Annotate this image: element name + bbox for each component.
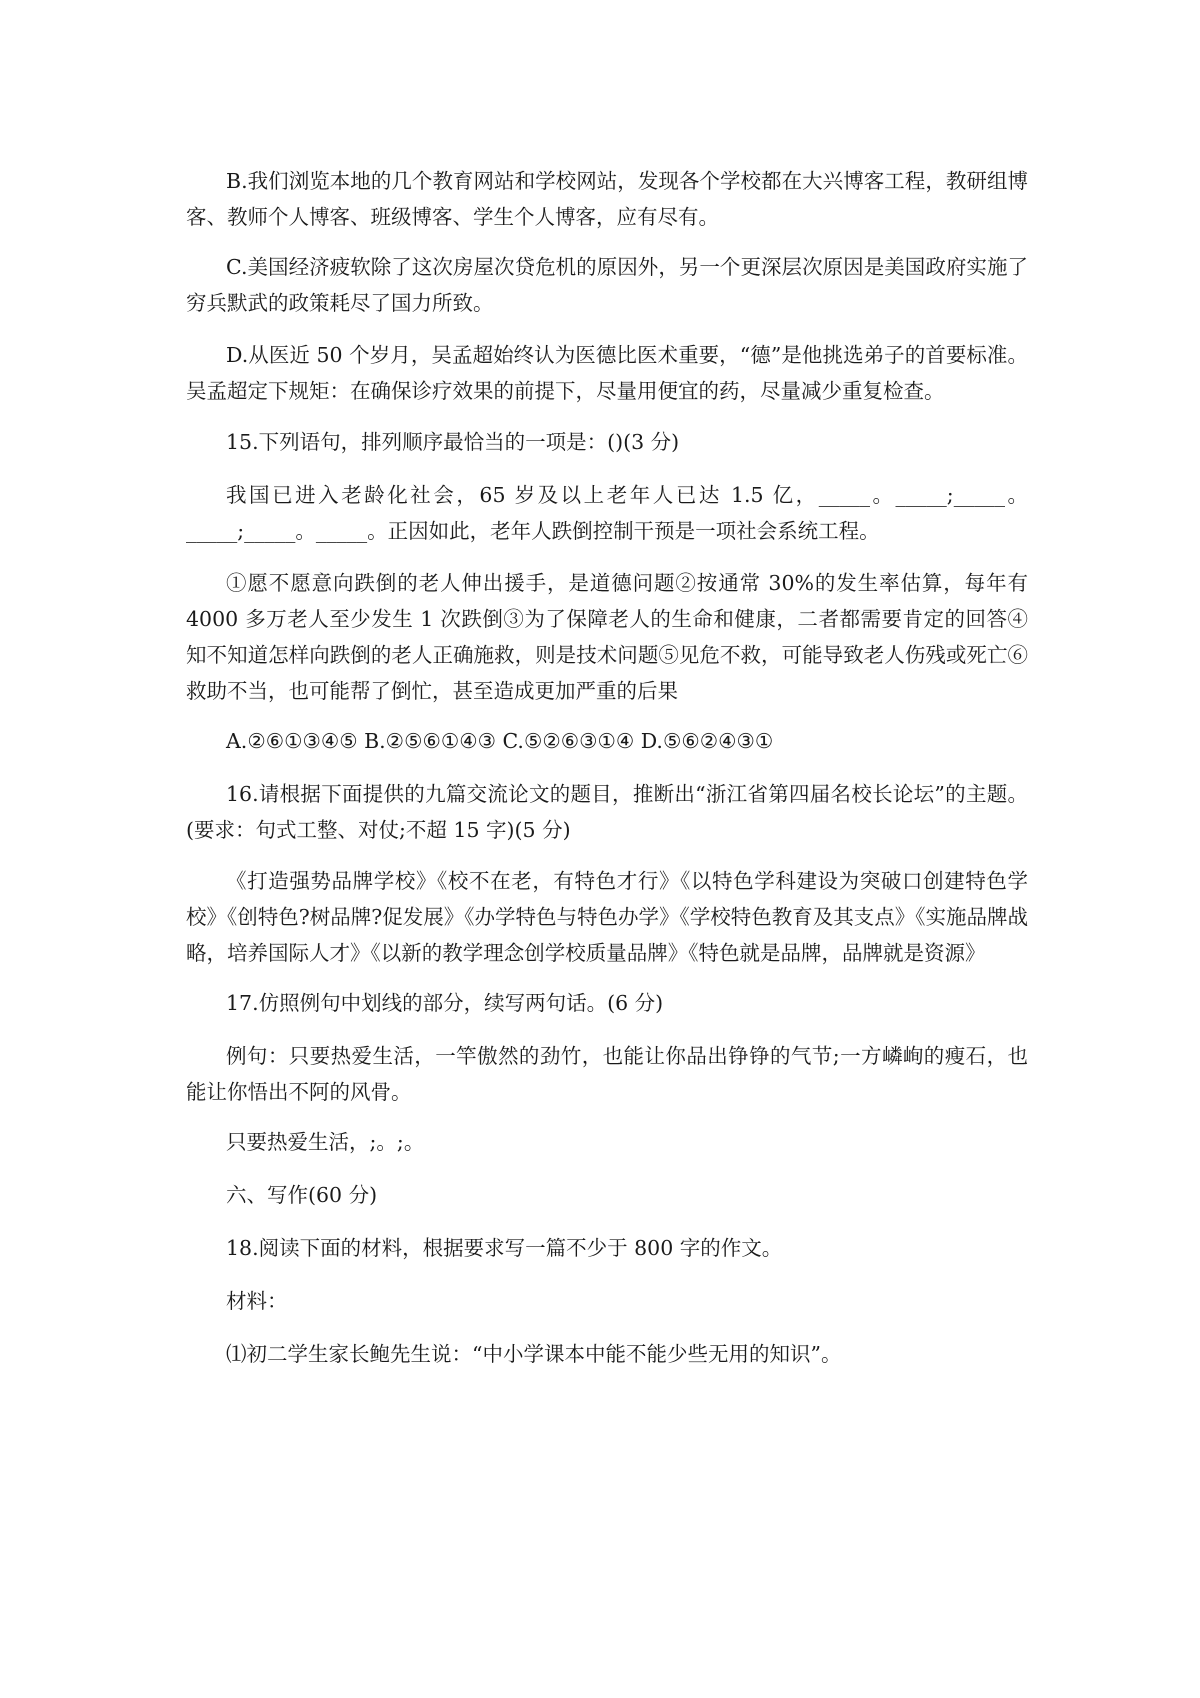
question-16-stem: 16.请根据下面提供的九篇交流论文的题目，推断出“浙江省第四届名校长论坛”的主题。(要求：句式工整、对仗;不超 15 字)(5 分): [186, 782, 1028, 842]
material-item-1: ⑴初二学生家长鲍先生说：“中小学课本中能不能少些无用的知识”。: [226, 1342, 842, 1366]
option-c-paragraph: C.美国经济疲软除了这次房屋次贷危机的原因外，另一个更深层次原因是美国政府实施了穷兵默武的政策耗尽了国力所致。: [186, 255, 1028, 315]
question-15-sentences: ①愿不愿意向跌倒的老人伸出援手，是道德问题②按通常 30%的发生率估算，每年有 4000 多万老人至少发生 1 次跌倒③为了保障老人的生命和健康，二者都需要肯定的回答④知不知道怎样向跌倒的老人正确施救，则是技术问题⑤见危不救，可能导致老人伤残或死亡⑥救助不当，也可能帮了倒忙，甚至造成更加严重的后果: [186, 571, 1028, 703]
question-15-passage: 我国已进入老龄化社会，65 岁及以上老年人已达 1.5 亿，_____。_____;_____。_____;_____。_____。正因如此，老年人跌倒控制干预是一项社会系统工程。: [186, 483, 1028, 543]
question-17-stem: 17.仿照例句中划线的部分，续写两句话。(6 分): [226, 991, 664, 1015]
option-b-paragraph: B.我们浏览本地的几个教育网站和学校网站，发现各个学校都在大兴博客工程，教研组博客、教师个人博客、班级博客、学生个人博客，应有尽有。: [186, 169, 1028, 229]
question-17-answer-line: 只要热爱生活，;。;。: [226, 1130, 425, 1154]
option-d-paragraph: D.从医近 50 个岁月，吴孟超始终认为医德比医术重要，“德”是他挑选弟子的首要标准。吴孟超定下规矩：在确保诊疗效果的前提下，尽量用便宜的药，尽量减少重复检查。: [186, 343, 1028, 403]
question-15-choices: A.②⑥①③④⑤ B.②⑤⑥①④③ C.⑤②⑥③①④ D.⑤⑥②④③①: [226, 729, 774, 753]
question-17-example: 例句：只要热爱生活，一竿傲然的劲竹，也能让你品出铮铮的气节;一方嶙峋的瘦石，也能让你悟出不阿的风骨。: [186, 1044, 1028, 1104]
question-18-stem: 18.阅读下面的材料，根据要求写一篇不少于 800 字的作文。: [226, 1236, 783, 1260]
question-15-stem: 15.下列语句，排列顺序最恰当的一项是：()(3 分): [226, 430, 680, 454]
question-16-titles: 《打造强势品牌学校》《校不在老，有特色才行》《以特色学科建设为突破口创建特色学校》《创特色?树品牌?促发展》《办学特色与特色办学》《学校特色教育及其支点》《实施品牌战略，培养国际人才》《以新的教学理念创学校质量品牌》《特色就是品牌，品牌就是资源》: [186, 869, 1028, 965]
material-label: 材料：: [226, 1289, 288, 1313]
section-writing-heading: 六、写作(60 分): [226, 1183, 378, 1207]
